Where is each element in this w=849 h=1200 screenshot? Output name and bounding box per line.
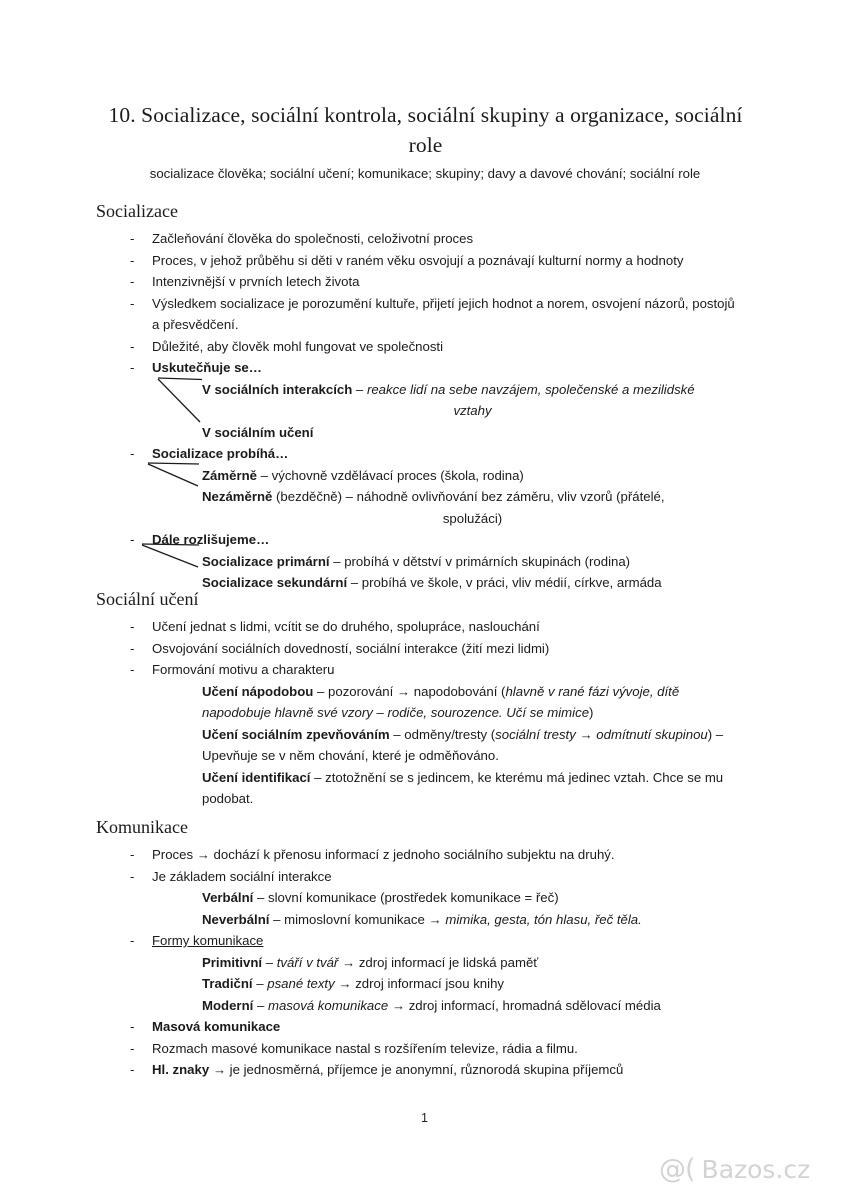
list-item-text: Osvojování sociálních dovedností, sociální interakce (žití mezi lidmi) — [152, 640, 550, 656]
definition-end: ) – Upevňuje se v něm chování, které je odměňováno. — [202, 726, 724, 763]
list-item — [0, 638, 849, 660]
section-body-socializace — [0, 228, 849, 594]
at-symbol-icon: @( — [659, 1154, 695, 1185]
branch-item-dash: – — [352, 381, 367, 397]
list-item — [0, 443, 849, 465]
bullet-dash: - — [130, 295, 135, 311]
definition-desc: – slovní komunikace (prostředek komunikace = řeč) — [253, 890, 559, 905]
branch-item-label: Záměrně — [202, 467, 257, 483]
list-item-text: Rozmach masové komunikace nastal s rozšířením televize, rádia a filmu. — [152, 1040, 578, 1056]
branch-item-desc: (bezděčně) – náhodně ovlivňování bez záměru, vliv vzorů (přátelé, — [272, 489, 665, 504]
definition-italic: sociální tresty → odmítnutí skupinou — [495, 726, 708, 742]
bullet-dash: - — [130, 619, 135, 634]
definition-term: Učení nápodobou — [202, 683, 314, 699]
list-item-text: Dále rozlišujeme… — [152, 532, 270, 547]
branch-item-continuation — [0, 400, 849, 422]
list-item-text: Výsledkem socializace je porozumění kultuře, přijetí jejich hodnot a norem, osvojení názorů, postojů a přesvědčení. — [152, 295, 735, 332]
definition-term: Verbální — [202, 890, 254, 905]
bullet-dash: - — [130, 338, 135, 354]
definition-item — [0, 909, 849, 931]
branch-item-desc: reakce lidí na sebe navzájem, společenské a mezilidské — [366, 381, 695, 397]
list-item — [0, 930, 849, 952]
definition-italic: hlavně v rané fázi vývoje, dítě napodobuje hlavně své vzory – rodiče, sourozence. Učí se mimice — [202, 683, 680, 720]
definition-item — [0, 973, 849, 995]
branch-item — [0, 379, 849, 401]
list-item-text: Začleňování člověka do společnosti, celoživotní proces — [152, 231, 474, 246]
list-item — [0, 357, 849, 379]
list-item-text: Hl. znaky — [152, 1062, 210, 1077]
definition-desc: → zdroj informací je lidská paměť — [338, 954, 539, 970]
list-item-text: Masová komunikace — [152, 1019, 281, 1034]
list-item-text: Je základem sociální interakce — [152, 868, 332, 884]
list-item-text: Proces → dochází k přenosu informací z jednoho sociálního subjektu na druhý. — [152, 847, 615, 862]
list-item-text: Učení jednat s lidmi, vcítit se do druhého, spolupráce, naslouchání — [152, 619, 540, 634]
section-body-komunikace — [0, 844, 849, 1081]
branch-item-label: V sociálním učení — [202, 424, 314, 440]
definition-desc: – ztotožnění se s jedincem, ke kterému má jedinec vztah. Chce se mu podobat. — [202, 769, 724, 806]
definition-term: Tradiční — [202, 976, 253, 991]
definition-desc: → zdroj informací, hromadná sdělovací média — [388, 997, 661, 1013]
bullet-dash: - — [130, 231, 135, 246]
list-item-text: Uskutečňuje se… — [152, 360, 262, 375]
list-item-text: Socializace probíhá… — [152, 446, 289, 461]
bullet-dash: - — [130, 662, 135, 677]
definition-term: Učení sociálním zpevňováním — [202, 726, 390, 742]
definition-italic: masová komunikace — [267, 997, 389, 1013]
branch-item-desc: – probíhá v dětství v primárních skupinách (rodina) — [329, 553, 631, 569]
branch-item — [0, 486, 849, 508]
definition-item — [0, 724, 849, 767]
definition-end: ) — [589, 705, 594, 720]
definition-item — [0, 681, 849, 724]
list-item — [0, 1038, 849, 1060]
list-item — [0, 1016, 849, 1038]
definition-italic: mimika, gesta, tón hlasu, řeč těla. — [445, 911, 642, 927]
list-item — [0, 529, 849, 551]
branch-item-label: Nezáměrně — [202, 489, 273, 504]
definition-term: Primitivní — [202, 954, 263, 970]
branch-item-desc: – výchovně vzdělávací proces (škola, rodina) — [256, 467, 524, 483]
branch-item — [0, 465, 849, 487]
watermark-text: Bazos.cz — [701, 1155, 811, 1184]
page-number: 1 — [421, 1111, 428, 1125]
branch-item — [0, 422, 849, 444]
list-item — [0, 271, 849, 293]
list-item — [0, 659, 849, 681]
definition-italic: tváří v tvář — [276, 954, 339, 970]
bullet-dash: - — [130, 1062, 135, 1077]
list-item — [0, 616, 849, 638]
list-item-text: Formy komunikace — [152, 933, 264, 948]
list-item-text: Proces, v jehož průběhu si děti v raném věku osvojují a poznávají kulturní normy a hodnoty — [152, 252, 684, 268]
list-item — [0, 336, 849, 358]
bullet-dash: - — [130, 446, 135, 461]
bullet-dash: - — [130, 360, 135, 375]
page-title: 10. Socializace, sociální kontrola, sociální skupiny a organizace, sociální role — [108, 103, 743, 157]
page-subtitle: socializace člověka; sociální učení; komunikace; skupiny; davy a davové chování; sociální role — [149, 166, 701, 181]
watermark — [659, 1156, 810, 1184]
definition-term: Neverbální — [202, 911, 270, 927]
branch-item-label: Socializace primární — [202, 553, 330, 569]
list-item — [0, 250, 849, 272]
branch-item-continuation — [0, 508, 849, 530]
section-heading-komunikace: Komunikace — [96, 817, 188, 837]
definition-mid: – odměny/tresty ( — [389, 726, 496, 742]
definition-desc: → zdroj informací jsou knihy — [334, 976, 505, 991]
bullet-dash: - — [130, 532, 135, 547]
bullet-dash: - — [130, 868, 135, 884]
branch-item-desc: – probíhá ve škole, v práci, vliv médií, církve, armáda — [347, 575, 662, 590]
definition-italic: psané texty — [267, 976, 335, 991]
definition-mid: – — [252, 976, 268, 991]
list-item-text: Intenzivnější v prvních letech života — [152, 274, 360, 289]
bullet-dash: - — [130, 1040, 135, 1056]
bullet-dash: - — [130, 640, 135, 656]
list-item — [0, 293, 849, 336]
list-item-text: Formování motivu a charakteru — [152, 662, 335, 677]
list-item — [0, 844, 849, 866]
definition-term: Učení identifikací — [202, 769, 311, 785]
definition-mid: – — [253, 997, 268, 1013]
definition-item — [0, 767, 849, 810]
definition-item — [0, 887, 849, 909]
branch-item-desc-cont: spolužáci) — [442, 510, 503, 526]
list-item-text: Důležité, aby člověk mohl fungovat ve společnosti — [152, 338, 444, 354]
list-item-text-rest: → je jednosměrná, příjemce je anonymní, různorodá skupina příjemců — [209, 1062, 624, 1077]
branch-item-label: Socializace sekundární — [202, 575, 348, 590]
definition-mid: – pozorování → napodobování ( — [313, 683, 506, 699]
branch-item — [0, 551, 849, 573]
bullet-dash: - — [130, 1019, 135, 1034]
definition-term: Moderní — [202, 997, 254, 1013]
section-heading-socialni-uceni: Sociální učení — [96, 589, 199, 609]
bullet-dash: - — [130, 933, 135, 948]
definition-item — [0, 995, 849, 1017]
bullet-dash: - — [130, 252, 135, 268]
list-item — [0, 228, 849, 250]
bullet-dash: - — [130, 847, 135, 862]
section-body-socialni-uceni — [0, 616, 849, 810]
definition-mid: – — [262, 954, 277, 970]
bullet-dash: - — [130, 274, 135, 289]
list-item — [0, 866, 849, 888]
definition-mid: – mimoslovní komunikace → — [269, 911, 446, 927]
list-item — [0, 1059, 849, 1081]
branch-item-desc-cont: vztahy — [453, 403, 492, 418]
definition-item — [0, 952, 849, 974]
section-heading-socializace: Socializace — [96, 201, 178, 221]
branch-item-label: V sociálních interakcích — [202, 381, 353, 397]
